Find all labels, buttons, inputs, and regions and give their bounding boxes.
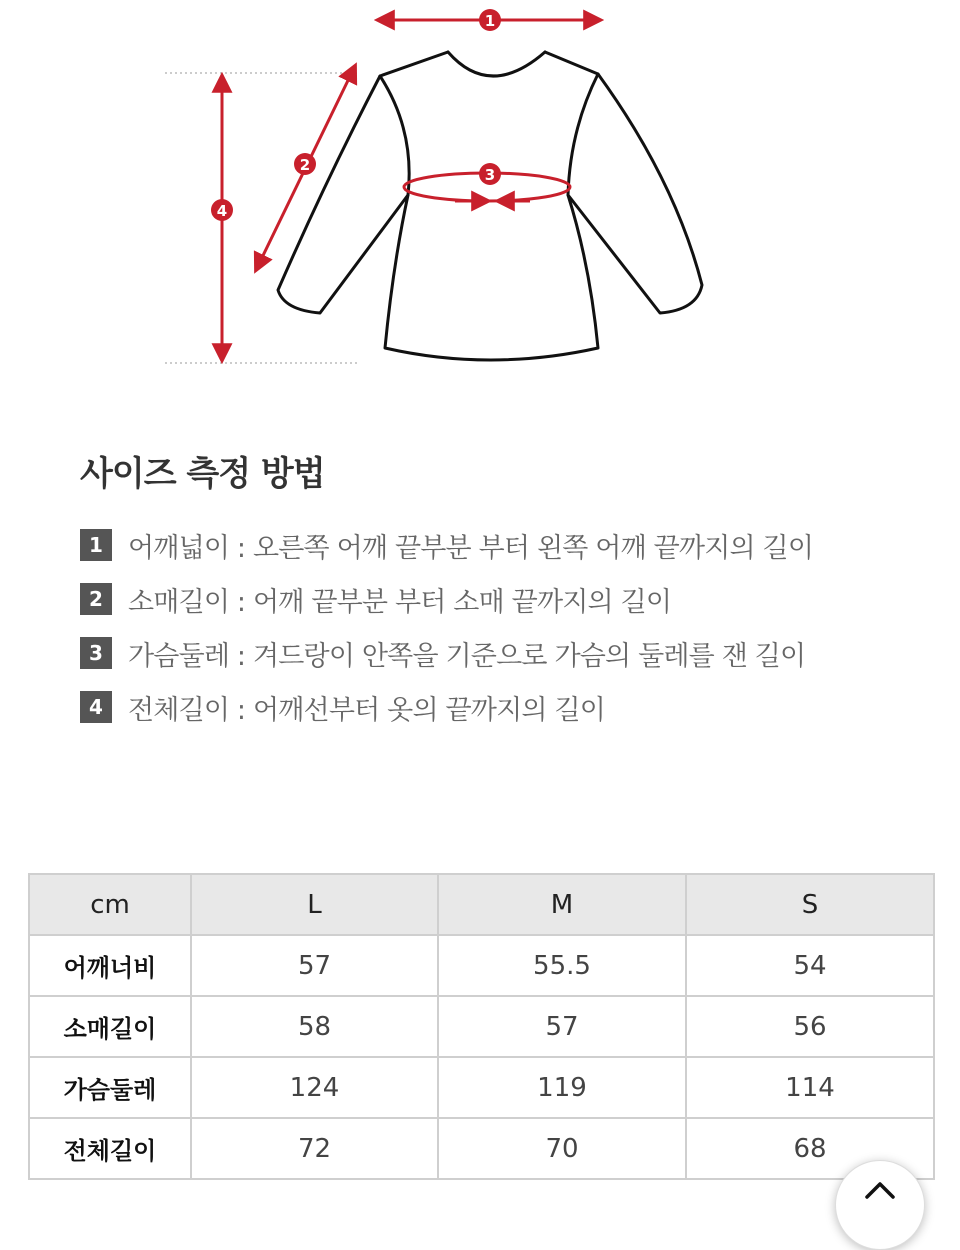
- garment-measurement-diagram: [0, 0, 960, 400]
- marker-1-label: 1: [484, 12, 496, 30]
- table-row: [29, 1118, 934, 1179]
- legend-number-badge: 2: [80, 583, 112, 615]
- scroll-to-top-button[interactable]: [835, 1160, 925, 1250]
- table-cell: 68: [686, 1118, 934, 1179]
- table-cell: 119: [438, 1057, 686, 1118]
- row-label: 소매길이: [29, 996, 191, 1057]
- table-cell: 58: [191, 996, 438, 1057]
- table-cell: 56: [686, 996, 934, 1057]
- table-header-row: [29, 874, 934, 935]
- table-header-cell: S: [686, 874, 934, 935]
- table-cell: 124: [191, 1057, 438, 1118]
- size-table: [28, 873, 935, 1180]
- legend-item: [80, 626, 813, 680]
- legend-item: [80, 518, 813, 572]
- legend-text: 소매길이 : 어깨 끝부분 부터 소매 끝까지의 길이: [128, 586, 672, 618]
- table-cell: 55.5: [438, 935, 686, 996]
- sweater-outline: [278, 52, 702, 360]
- section-title: 사이즈 측정 방법: [80, 454, 325, 494]
- table-cell: 70: [438, 1118, 686, 1179]
- legend-text: 가슴둘레 : 겨드랑이 안쪽을 기준으로 가슴의 둘레를 잰 길이: [128, 640, 806, 672]
- legend-item: [80, 572, 813, 626]
- measurement-legend: [80, 518, 813, 734]
- table-cell: 54: [686, 935, 934, 996]
- table-cell: 57: [438, 996, 686, 1057]
- row-label: 전체길이: [29, 1118, 191, 1179]
- legend-number-badge: 3: [80, 637, 112, 669]
- legend-item: [80, 680, 813, 734]
- table-header-cell: L: [191, 874, 438, 935]
- table-cell: 57: [191, 935, 438, 996]
- marker-2-label: 2: [299, 156, 311, 174]
- table-header-cell: M: [438, 874, 686, 935]
- table-header-cell: cm: [29, 874, 191, 935]
- legend-number-badge: 4: [80, 691, 112, 723]
- row-label: 어깨너비: [29, 935, 191, 996]
- table-cell: 114: [686, 1057, 934, 1118]
- legend-text: 어깨넓이 : 오른쪽 어깨 끝부분 부터 왼쪽 어깨 끝까지의 길이: [128, 532, 814, 564]
- legend-number-badge: 1: [80, 529, 112, 561]
- marker-3-label: 3: [484, 166, 496, 184]
- table-row: [29, 996, 934, 1057]
- row-label: 가슴둘레: [29, 1057, 191, 1118]
- table-row: [29, 935, 934, 996]
- arrow-up-icon: [863, 1179, 897, 1201]
- table-cell: 72: [191, 1118, 438, 1179]
- legend-text: 전체길이 : 어깨선부터 옷의 끝까지의 길이: [128, 694, 606, 726]
- marker-4-label: 4: [216, 202, 228, 220]
- table-row: [29, 1057, 934, 1118]
